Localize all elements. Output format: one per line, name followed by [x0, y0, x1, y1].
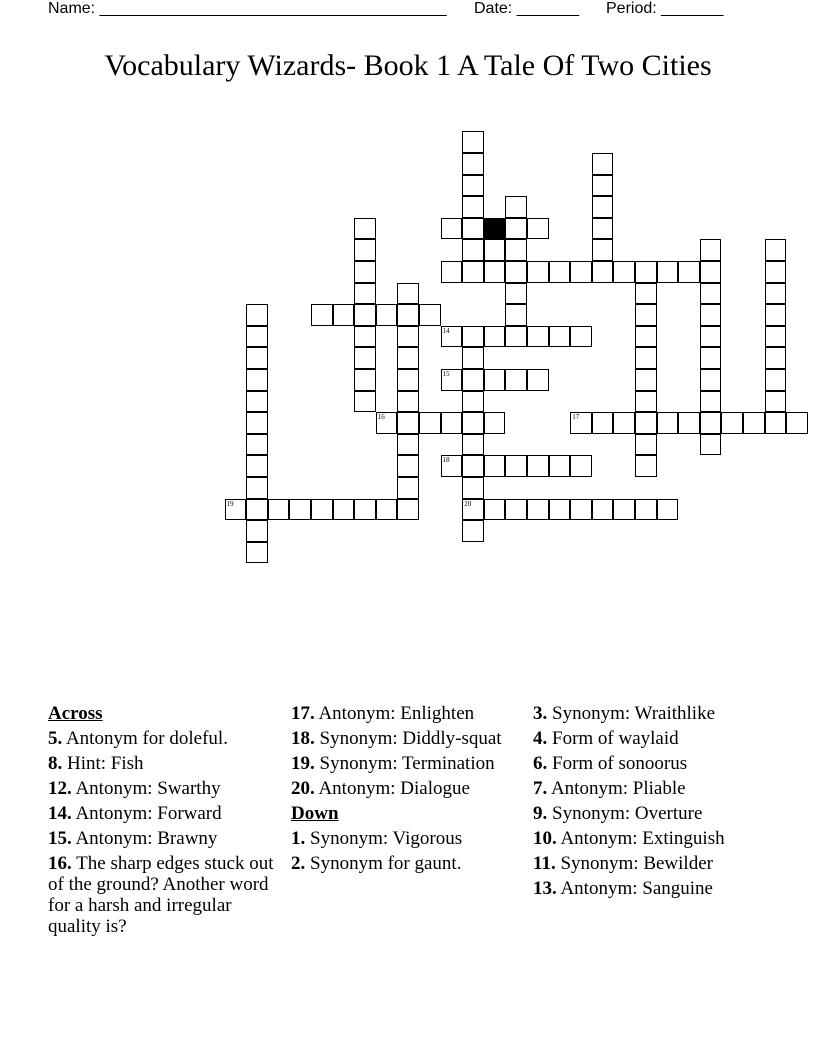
clue-label: 7.: [533, 778, 548, 799]
clues-column-3: [533, 703, 763, 903]
grid-cell[interactable]: [397, 347, 419, 369]
clue-text: Form of waylaid: [547, 728, 679, 749]
clue-item: [533, 878, 763, 899]
grid-cell[interactable]: [592, 175, 614, 197]
grid-cell[interactable]: [246, 347, 268, 369]
grid-cell[interactable]: [397, 455, 419, 477]
grid-cell[interactable]: [246, 304, 268, 326]
grid-cell[interactable]: [311, 499, 333, 521]
grid-cell[interactable]: [505, 218, 527, 240]
grid-cell[interactable]: [635, 347, 657, 369]
clue-number: 14: [442, 326, 450, 335]
grid-cell[interactable]: [462, 455, 484, 477]
down-heading: Down: [291, 803, 339, 824]
grid-cell[interactable]: [246, 369, 268, 391]
grid-cell[interactable]: [635, 499, 657, 521]
grid-cell[interactable]: [549, 455, 571, 477]
grid-cell[interactable]: [333, 304, 355, 326]
clue-text: Synonym for gaunt.: [305, 853, 462, 874]
grid-cell[interactable]: [354, 391, 376, 413]
grid-cell[interactable]: [613, 499, 635, 521]
grid-cell[interactable]: [786, 412, 808, 434]
grid-cell[interactable]: [289, 499, 311, 521]
clue-item: [533, 803, 763, 824]
grid-cell[interactable]: [462, 131, 484, 153]
grid-cell[interactable]: [592, 218, 614, 240]
clue-text: Synonym: Bewilder: [555, 853, 713, 874]
date-field[interactable]: Date: _______: [474, 0, 579, 17]
clue-text: Antonym: Extinguish: [556, 828, 725, 849]
grid-cell[interactable]: [246, 542, 268, 564]
grid-cell[interactable]: [397, 391, 419, 413]
grid-cell[interactable]: [592, 499, 614, 521]
grid-cell[interactable]: [527, 261, 549, 283]
grid-cell[interactable]: [354, 218, 376, 240]
grid-cell[interactable]: [549, 499, 571, 521]
clue-text: Antonym: Pliable: [547, 778, 686, 799]
grid-cell[interactable]: [765, 391, 787, 413]
clue-label: 13.: [533, 878, 557, 899]
clue-item: [533, 778, 763, 799]
clue-text: Synonym: Vigorous: [305, 828, 463, 849]
clue-item: [291, 853, 521, 874]
clues-column-2: [291, 703, 521, 878]
grid-cell[interactable]: [635, 434, 657, 456]
grid-cell[interactable]: [635, 369, 657, 391]
clue-label: 14.: [48, 803, 72, 824]
grid-cell[interactable]: [613, 261, 635, 283]
clue-label: 8.: [48, 753, 63, 774]
grid-cell[interactable]: [354, 239, 376, 261]
clue-number: 19: [226, 499, 234, 508]
clue-text: Antonym: Sanguine: [556, 878, 713, 899]
grid-cell[interactable]: [246, 391, 268, 413]
grid-cell[interactable]: [419, 412, 441, 434]
grid-cell[interactable]: [462, 391, 484, 413]
clue-item: [48, 728, 278, 749]
grid-cell[interactable]: [592, 412, 614, 434]
grid-cell[interactable]: [635, 283, 657, 305]
clue-text: Synonym: Wraithlike: [547, 703, 716, 724]
grid-cell[interactable]: [678, 412, 700, 434]
grid-cell[interactable]: [700, 412, 722, 434]
grid-cell[interactable]: [484, 412, 506, 434]
clue-label: 12.: [48, 778, 72, 799]
clue-label: 10.: [533, 828, 557, 849]
grid-cell[interactable]: [462, 239, 484, 261]
across-heading: Across: [48, 703, 103, 724]
grid-cell[interactable]: [462, 326, 484, 348]
name-field[interactable]: Name: _______________________________________: [48, 0, 447, 17]
grid-cell[interactable]: [376, 304, 398, 326]
grid-cell[interactable]: [765, 304, 787, 326]
clue-item: [533, 728, 763, 749]
grid-cell[interactable]: [462, 153, 484, 175]
clue-text: Antonym: Enlighten: [314, 703, 475, 724]
grid-cell[interactable]: [484, 261, 506, 283]
grid-cell[interactable]: [462, 477, 484, 499]
grid-cell[interactable]: [505, 369, 527, 391]
grid-cell[interactable]: [549, 261, 571, 283]
grid-cell[interactable]: [765, 261, 787, 283]
clue-number: 17: [572, 413, 580, 422]
clue-item: [48, 828, 278, 849]
clue-text: Synonym: Overture: [547, 803, 703, 824]
grid-cell[interactable]: [505, 304, 527, 326]
clue-text: Antonym for doleful.: [62, 728, 228, 749]
grid-cell[interactable]: [505, 499, 527, 521]
grid-cell[interactable]: [700, 347, 722, 369]
grid-cell[interactable]: [462, 196, 484, 218]
clue-label: 16.: [48, 853, 72, 874]
grid-cell[interactable]: [570, 412, 592, 434]
clue-label: 3.: [533, 703, 548, 724]
clue-number: 15: [442, 370, 450, 378]
grid-cell[interactable]: [700, 304, 722, 326]
clue-label: 9.: [533, 803, 548, 824]
clue-text: Form of sonoorus: [547, 753, 688, 774]
grid-cell[interactable]: [462, 412, 484, 434]
grid-cell[interactable]: [397, 283, 419, 305]
grid-cell[interactable]: [743, 412, 765, 434]
grid-cell[interactable]: [376, 412, 398, 434]
grid-cell[interactable]: [635, 412, 657, 434]
grid-cell[interactable]: [484, 369, 506, 391]
grid-cell[interactable]: [765, 369, 787, 391]
grid-cell[interactable]: [527, 326, 549, 348]
grid-cell[interactable]: [246, 520, 268, 542]
grid-cell[interactable]: [570, 261, 592, 283]
grid-cell[interactable]: [354, 304, 376, 326]
grid-cell[interactable]: [397, 326, 419, 348]
grid-cell[interactable]: [419, 304, 441, 326]
grid-cell[interactable]: [613, 412, 635, 434]
grid-cell[interactable]: [700, 261, 722, 283]
clue-text: Synonym: Termination: [314, 753, 495, 774]
grid-cell[interactable]: [354, 347, 376, 369]
grid-cell[interactable]: [765, 326, 787, 348]
grid-cell[interactable]: [354, 283, 376, 305]
grid-cell[interactable]: [441, 412, 463, 434]
grid-cell[interactable]: [246, 412, 268, 434]
period-field[interactable]: Period: _______: [606, 0, 724, 17]
clue-item: [533, 703, 763, 724]
grid-cell[interactable]: [592, 153, 614, 175]
grid-cell[interactable]: [700, 283, 722, 305]
grid-cell[interactable]: [376, 499, 398, 521]
grid-cell[interactable]: [354, 369, 376, 391]
clue-text: Synonym: Diddly-squat: [314, 728, 502, 749]
clue-item: [291, 703, 521, 724]
grid-cell[interactable]: [246, 326, 268, 348]
grid-cell[interactable]: [549, 326, 571, 348]
clue-label: 18.: [291, 728, 315, 749]
clue-label: 11.: [533, 853, 556, 874]
clue-text: Antonym: Swarthy: [71, 778, 221, 799]
grid-cell[interactable]: [441, 369, 463, 391]
grid-cell[interactable]: [441, 218, 463, 240]
clue-label: 19.: [291, 753, 315, 774]
black-square: [484, 218, 506, 240]
grid-cell[interactable]: [484, 455, 506, 477]
clue-text: The sharp edges stuck out of the ground? Another word for a harsh and irregular quality is?: [48, 853, 274, 937]
clue-item: [533, 828, 763, 849]
grid-cell[interactable]: [246, 499, 268, 521]
grid-cell[interactable]: [700, 434, 722, 456]
clue-item: [533, 753, 763, 774]
grid-cell[interactable]: [700, 391, 722, 413]
clue-label: 1.: [291, 828, 306, 849]
grid-cell[interactable]: [592, 261, 614, 283]
grid-cell[interactable]: [462, 175, 484, 197]
clue-label: 2.: [291, 853, 306, 874]
clue-number: 20: [464, 499, 472, 508]
clue-item: [291, 828, 521, 849]
grid-cell[interactable]: [635, 391, 657, 413]
grid-cell[interactable]: [462, 499, 484, 521]
grid-cell[interactable]: [505, 455, 527, 477]
clue-item: [291, 778, 521, 799]
grid-cell[interactable]: [657, 412, 679, 434]
grid-cell[interactable]: [505, 196, 527, 218]
grid-cell[interactable]: [397, 412, 419, 434]
grid-cell[interactable]: [657, 499, 679, 521]
grid-cell[interactable]: [225, 499, 247, 521]
grid-cell[interactable]: [505, 239, 527, 261]
grid-cell[interactable]: [527, 369, 549, 391]
clue-text: Antonym: Forward: [71, 803, 222, 824]
grid-cell[interactable]: [570, 455, 592, 477]
grid-cell[interactable]: [592, 196, 614, 218]
grid-cell[interactable]: [397, 369, 419, 391]
grid-cell[interactable]: [527, 218, 549, 240]
grid-cell[interactable]: [570, 326, 592, 348]
grid-cell[interactable]: [721, 412, 743, 434]
clue-item: [48, 778, 278, 799]
clue-label: 15.: [48, 828, 72, 849]
grid-cell[interactable]: [700, 326, 722, 348]
clue-text: Antonym: Dialogue: [314, 778, 470, 799]
grid-cell[interactable]: [527, 455, 549, 477]
clue-label: 6.: [533, 753, 548, 774]
grid-cell[interactable]: [441, 261, 463, 283]
clue-item: [291, 728, 521, 749]
grid-cell[interactable]: [678, 261, 700, 283]
clue-label: 17.: [291, 703, 315, 724]
clue-label: 20.: [291, 778, 315, 799]
grid-cell[interactable]: [570, 499, 592, 521]
grid-cell[interactable]: [462, 434, 484, 456]
grid-cell[interactable]: [333, 499, 355, 521]
grid-cell[interactable]: [635, 455, 657, 477]
clue-text: Antonym: Brawny: [71, 828, 218, 849]
grid-cell[interactable]: [441, 455, 463, 477]
clue-item: [48, 803, 278, 824]
grid-cell[interactable]: [462, 347, 484, 369]
grid-cell[interactable]: [462, 369, 484, 391]
grid-cell[interactable]: [635, 261, 657, 283]
grid-cell[interactable]: [354, 261, 376, 283]
page-title: Vocabulary Wizards- Book 1 A Tale Of Two Cities: [104, 49, 712, 82]
grid-cell[interactable]: [765, 412, 787, 434]
grid-cell[interactable]: [397, 304, 419, 326]
grid-cell[interactable]: [354, 499, 376, 521]
grid-cell[interactable]: [462, 261, 484, 283]
clue-label: 5.: [48, 728, 63, 749]
grid-cell[interactable]: [505, 283, 527, 305]
grid-cell[interactable]: [246, 434, 268, 456]
grid-cell[interactable]: [397, 499, 419, 521]
clue-label: 4.: [533, 728, 548, 749]
grid-cell[interactable]: [527, 499, 549, 521]
grid-cell[interactable]: [765, 283, 787, 305]
clue-item: [533, 853, 763, 874]
grid-cell[interactable]: [484, 326, 506, 348]
grid-cell[interactable]: [441, 326, 463, 348]
grid-cell[interactable]: [505, 326, 527, 348]
grid-cell[interactable]: [397, 434, 419, 456]
clue-number: 16: [377, 413, 385, 422]
grid-cell[interactable]: [268, 499, 290, 521]
grid-cell[interactable]: [354, 326, 376, 348]
clue-item: [48, 853, 278, 937]
grid-cell[interactable]: [484, 499, 506, 521]
clue-item: [48, 753, 278, 774]
grid-cell[interactable]: [462, 520, 484, 542]
grid-cell[interactable]: [462, 218, 484, 240]
grid-cell[interactable]: [700, 239, 722, 261]
grid-cell[interactable]: [592, 239, 614, 261]
grid-cell[interactable]: [505, 261, 527, 283]
grid-cell[interactable]: [700, 369, 722, 391]
grid-cell[interactable]: [397, 477, 419, 499]
clue-number: 18: [442, 456, 450, 465]
grid-cell[interactable]: [635, 326, 657, 348]
grid-cell[interactable]: [765, 239, 787, 261]
grid-cell[interactable]: [635, 304, 657, 326]
clue-item: [291, 753, 521, 774]
grid-cell[interactable]: [246, 455, 268, 477]
clue-text: Hint: Fish: [62, 753, 144, 774]
grid-cell[interactable]: [246, 477, 268, 499]
grid-cell[interactable]: [484, 239, 506, 261]
grid-cell[interactable]: [765, 347, 787, 369]
clues-column-1: [48, 703, 278, 941]
grid-cell[interactable]: [311, 304, 333, 326]
grid-cell[interactable]: [657, 261, 679, 283]
